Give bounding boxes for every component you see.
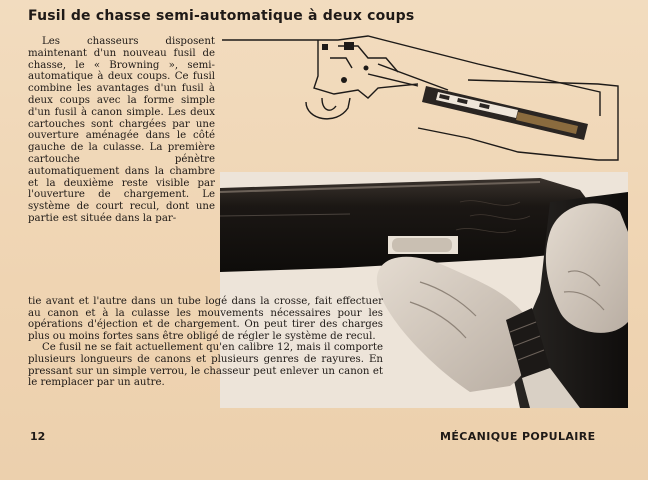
- page-number: 12: [30, 430, 46, 443]
- magazine-name: MÉCANIQUE POPULAIRE: [440, 430, 596, 443]
- article-title: Fusil de chasse semi-automatique à deux coups: [28, 8, 415, 24]
- article-column-text: [28, 36, 215, 225]
- paragraph-calibre: Ce fusil ne se fait actuellement qu'en calibre 12, mais il comporte plusieurs longueurs de canons et plusieurs genres de rayures. En pressant sur un simple verrou, le chasseur peut enlever un canon et le remplacer par un autre.: [28, 342, 383, 389]
- paragraph-intro: Les chasseurs disposent maintenant d'un nouveau fusil de chasse, le « Browning », semi-automatique à deux coups. Ce fusil combine les avantages d'un fusil à deux coups avec la forme simple d'un fusil à canon simple. Les deux cartouches sont chargées par une ouverture aménagée dans le côté gauche de la culasse. La première cartouche pénètre automatiquement dans la chambre et la deuxième reste visible par l'ouverture de chargement. Le système de court recul, dont une partie est située dans la par-: [28, 36, 215, 224]
- paragraph-recoil: tie avant et l'autre dans un tube logé dans la crosse, fait effectuer au canon et à la culasse les mouvements nécessaires pour les opérations d'éjection et de chargement. On peut tirer des charges plus ou moins fortes sans être obligé de régler le système de recul.: [28, 296, 383, 342]
- shotgun-cutaway-diagram: [218, 28, 628, 176]
- article-full-width-text: [28, 296, 383, 389]
